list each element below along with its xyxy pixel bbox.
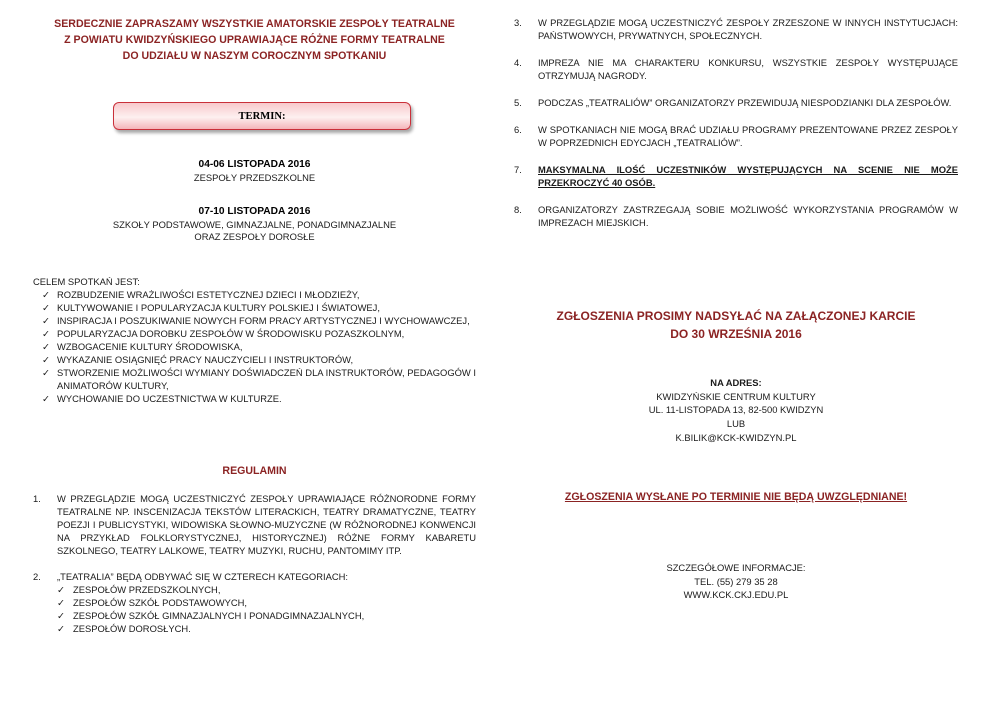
rule-item-highlight — [514, 164, 958, 190]
goal-item: ✓ STWORZENIE MOŻLIWOŚCI WYMIANY DOŚWIADCZEŃ DLA INSTRUKTORÓW, PEDAGOGÓW I ANIMATORÓW KULTURY, — [42, 366, 476, 391]
goals-list — [33, 289, 476, 406]
rule-text: W SPOTKANIACH NIE MOGĄ BRAĆ UDZIAŁU PROGRAMY PREZENTOWANE PRZEZ ZESPOŁY W POPRZEDNICH EDYCJACH „TEATRALIÓW”. — [538, 123, 958, 148]
rule-item — [514, 17, 958, 43]
rule-item — [33, 571, 476, 636]
address-label: NA ADRES: — [710, 377, 762, 388]
rule-number: 6. — [514, 123, 522, 135]
date-schools: 07-10 LISTOPADA 2016 — [198, 206, 311, 217]
goal-item: ✓ KULTYWOWANIE I POPULARYZACJA KULTURY POLSKIEJ I ŚWIATOWEJ, — [42, 301, 380, 313]
checkmark-icon: ✓ — [57, 583, 65, 595]
rule-text: IMPREZA NIE MA CHARAKTERU KONKURSU, WSZYSTKIE ZESPOŁY WYSTĘPUJĄCE OTRZYMUJĄ NAGRODY. — [538, 56, 958, 81]
category-list — [57, 584, 476, 636]
address-street: UL. 11-LISTOPADA 13, 82-500 KWIDZYN — [648, 404, 824, 416]
application-deadline — [514, 307, 958, 343]
info-website: WWW.KCK.CKJ.EDU.PL — [683, 589, 789, 601]
goal-item: ✓ INSPIRACJA I POSZUKIWANIE NOWYCH FORM PRACY ARTYSTYCZNEJ I WYCHOWAWCZEJ, — [42, 314, 470, 326]
goal-item: ✓ ROZBUDZENIE WRAŻLIWOŚCI ESTETYCZNEJ DZIECI I MŁODZIEŻY, — [42, 288, 360, 300]
category-item: ✓ ZESPOŁÓW SZKÓŁ PODSTAWOWYCH, — [57, 596, 247, 608]
invitation-heading — [33, 17, 476, 65]
rules-left — [33, 493, 476, 636]
goal-item: ✓ WYCHOWANIE DO UCZESTNICTWA W KULTURZE. — [42, 392, 282, 404]
application-date: DO 30 WRZEŚNIA 2016 — [670, 327, 802, 341]
checkmark-icon: ✓ — [42, 288, 50, 300]
goals-title: CELEM SPOTKAŃ JEST: — [33, 276, 140, 287]
application-line: ZGŁOSZENIA PROSIMY NADSYŁAĆ NA ZAŁĄCZONEJ KARCIE — [556, 309, 916, 323]
checkmark-icon: ✓ — [42, 340, 50, 352]
termin-label: TERMIN: — [238, 110, 286, 122]
rule-text: „TEATRALIA” BĘDĄ ODBYWAĆ SIĘ W CZTERECH KATEGORIACH: — [57, 570, 348, 582]
checkmark-icon: ✓ — [42, 301, 50, 313]
date-preschool: 04-06 LISTOPADA 2016 — [198, 159, 311, 170]
category-item: ✓ ZESPOŁÓW PRZEDSZKOLNYCH, — [57, 583, 221, 595]
info-label: SZCZEGÓŁOWE INFORMACJE: — [666, 562, 806, 573]
goal-item: ✓ WZBOGACENIE KULTURY ŚRODOWISKA, — [42, 340, 243, 352]
category-item: ✓ ZESPOŁÓW SZKÓŁ GIMNAZJALNYCH I PONADGIMNAZJALNYCH, — [57, 609, 365, 621]
rule-number: 2. — [33, 570, 41, 582]
address-or: LUB — [726, 417, 746, 429]
rule-number: 5. — [514, 96, 522, 108]
rule-text: MAKSYMALNA ILOŚĆ UCZESTNIKÓW WYSTĘPUJĄCYCH NA SCENIE NIE MOŻE PRZEKROCZYĆ 40 OSÓB. — [538, 163, 958, 188]
address-org: KWIDZYŃSKIE CENTRUM KULTURY — [656, 390, 816, 402]
checkmark-icon: ✓ — [42, 314, 50, 326]
date-schools-desc-adults: ORAZ ZESPOŁY DOROSŁE — [194, 231, 315, 243]
checkmark-icon: ✓ — [42, 366, 50, 378]
goal-item: ✓ POPULARYZACJA DOROBKU ZESPOŁÓW W ŚRODOWISKU POZASZKOLNYM, — [42, 327, 405, 339]
regulamin-title: REGULAMIN — [222, 465, 287, 477]
invitation-line: Z POWIATU KWIDZYŃSKIEGO UPRAWIAJĄCE RÓŻNE FORMY TEATRALNE — [64, 33, 445, 46]
info-block — [514, 561, 958, 602]
invitation-line: SERDECZNIE ZAPRASZAMY WSZYSTKIE AMATORSKIE ZESPOŁY TEATRALNE — [54, 18, 455, 30]
checkmark-icon: ✓ — [57, 622, 65, 634]
goals-section — [33, 276, 476, 406]
address-block — [514, 376, 958, 444]
rule-text: PODCZAS „TEATRALIÓW” ORGANIZATORZY PRZEWIDUJĄ NIESPODZIANKI DLA ZESPOŁÓW. — [538, 96, 952, 108]
rule-number: 7. — [514, 163, 522, 175]
rules-right — [514, 17, 958, 230]
category-item: ✓ ZESPOŁÓW DOROSŁYCH. — [57, 622, 191, 634]
invitation-line: DO UDZIAŁU W NASZYM COROCZNYM SPOTKANIU — [122, 49, 387, 62]
rule-item — [514, 124, 958, 150]
date-preschool-desc: ZESPOŁY PRZEDSZKOLNE — [193, 171, 316, 183]
rule-number: 8. — [514, 203, 522, 215]
late-submission-warning: ZGŁOSZENIA WYSŁANE PO TERMINIE NIE BĘDĄ UWZGLĘDNIANE! — [564, 491, 908, 503]
goal-item: ✓ WYKAZANIE OSIĄGNIĘĆ PRACY NAUCZYCIELI I INSTRUKTORÓW, — [42, 353, 354, 365]
checkmark-icon: ✓ — [42, 353, 50, 365]
checkmark-icon: ✓ — [42, 392, 50, 404]
checkmark-icon: ✓ — [42, 327, 50, 339]
rule-number: 3. — [514, 17, 522, 28]
checkmark-icon: ✓ — [57, 609, 65, 621]
rule-item — [514, 57, 958, 83]
info-phone: TEL. (55) 279 35 28 — [694, 575, 778, 587]
address-email: K.BILIK@KCK-KWIDZYN.PL — [675, 431, 797, 443]
rule-item — [514, 97, 958, 110]
termin-banner — [113, 102, 411, 130]
rule-item — [514, 204, 958, 230]
checkmark-icon: ✓ — [57, 596, 65, 608]
rule-text: ORGANIZATORZY ZASTRZEGAJĄ SOBIE MOŻLIWOŚĆ WYKORZYSTANIA PROGRAMÓW W IMPREZACH MIEJSKICH. — [538, 203, 958, 228]
rule-number: 4. — [514, 56, 522, 68]
rule-text: W PRZEGLĄDZIE MOGĄ UCZESTNICZYĆ ZESPOŁY UPRAWIAJĄCE RÓŻNORODNE FORMY TEATRALNE NP. INSCENIZACJA TEKSTÓW LITERACKICH, TEATRY DRAMATYCZNE, TEATRY POEZJI I PUBLICYSTYKI, WIDOWISKA SŁOWNO-MUZYCZNE (W RÓŻNORODNEJ KONWENCJI NA PRZYKŁAD FOLKLORYSTYCZNEJ, HISTORYCZNEJ) RÓŻNE FORMY KABARETU SZKOLNEGO, TEATRY LALKOWE, TEATRY MUZYKI, RUCHU, PANTOMIMY ITP. — [57, 493, 476, 556]
rule-number: 1. — [33, 493, 41, 504]
date-schools-desc: SZKOŁY PODSTAWOWE, GIMNAZJALNE, PONADGIMNAZJALNE — [112, 218, 397, 230]
rule-item — [33, 493, 476, 558]
rule-text: W PRZEGLĄDZIE MOGĄ UCZESTNICZYĆ ZESPOŁY ZRZESZONE W INNYCH INSTYTUCJACH: PAŃSTWOWYCH, PRYWATNYCH, SPOŁECZNYCH. — [538, 17, 958, 41]
date-block-preschool — [33, 158, 476, 184]
date-block-schools — [33, 205, 476, 244]
